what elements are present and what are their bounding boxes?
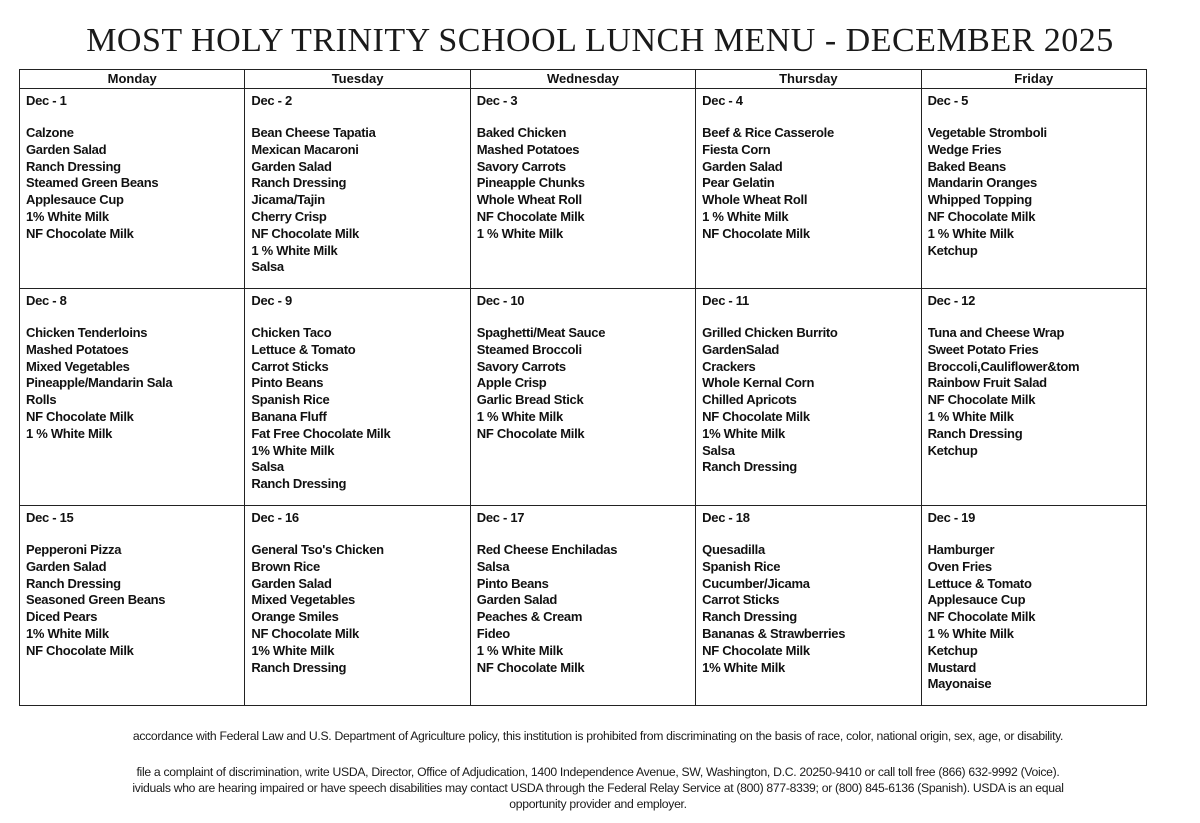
menu-item: 1% White Milk <box>702 425 785 441</box>
menu-item: GardenSalad <box>702 341 780 357</box>
menu-item: 1 % White Milk <box>476 225 563 241</box>
menu-item: Garden Salad <box>26 558 107 574</box>
menu-item: 1% White Milk <box>26 208 109 224</box>
menu-item: NF Chocolate Milk <box>927 609 1036 625</box>
day-date: Dec - 16 <box>251 510 299 525</box>
menu-item: Steamed Broccoli <box>476 341 582 357</box>
menu-item: Whole Wheat Roll <box>476 192 582 208</box>
menu-item: Mashed Potatoes <box>476 141 580 157</box>
day-header-friday: Friday <box>921 70 1146 89</box>
menu-item: Chicken Taco <box>251 325 332 340</box>
day-cell <box>20 506 245 706</box>
day-cell <box>470 89 695 289</box>
menu-item: Ranch Dressing <box>26 575 121 591</box>
day-header-row <box>20 70 1147 89</box>
day-cell <box>470 289 695 506</box>
menu-item: Garden Salad <box>251 575 332 591</box>
menu-item: 1 % White Milk <box>927 625 1014 641</box>
menu-item: Apple Crisp <box>476 375 547 391</box>
nondiscrimination-statement: accordance with Federal Law and U.S. Department of Agriculture policy, this institution is prohibited from discriminating on the basis of race, color, national origin, sex, age, or disability. <box>132 729 1064 743</box>
menu-item: 1 % White Milk <box>927 408 1014 424</box>
menu-item: Chicken Tenderloins <box>26 325 148 340</box>
menu-item: Wedge Fries <box>927 141 1002 157</box>
menu-item: Pear Gelatin <box>702 175 775 191</box>
menu-item: 1 % White Milk <box>476 642 563 658</box>
menu-item: Cherry Crisp <box>251 208 327 224</box>
day-header-wednesday: Wednesday <box>470 70 695 89</box>
menu-item: Mayonaise <box>927 676 992 692</box>
menu-item: Ranch Dressing <box>927 425 1023 441</box>
menu-item: Lettuce & Tomato <box>251 341 356 357</box>
menu-item: NF Chocolate Milk <box>251 225 359 241</box>
week-row <box>20 89 1147 289</box>
menu-item: Oven Fries <box>927 558 992 574</box>
day-cell <box>245 289 470 506</box>
day-cell <box>921 89 1146 289</box>
menu-item: Carrot Sticks <box>702 592 780 608</box>
complaint-line-1: file a complaint of discrimination, write USDA, Director, Office of Adjudication, 1400 Independence Avenue, SW, Washington, D.C. 20250-9410 or call toll free (866) 632-9992 (Voice). <box>136 765 1060 779</box>
week-row <box>20 506 1147 706</box>
menu-item: Applesauce Cup <box>927 592 1026 608</box>
menu-item: Sweet Potato Fries <box>927 341 1039 357</box>
menu-item: Pinto Beans <box>476 575 549 591</box>
day-date: Dec - 3 <box>476 93 518 108</box>
menu-item: NF Chocolate Milk <box>702 225 810 241</box>
menu-item: Ketchup <box>927 442 978 458</box>
day-date: Dec - 19 <box>927 510 976 525</box>
menu-item: 1 % White Milk <box>702 208 789 224</box>
menu-item: 1 % White Milk <box>476 408 563 424</box>
menu-item: Rolls <box>26 392 57 408</box>
menu-item: Mashed Potatoes <box>26 341 129 357</box>
menu-item: Bananas & Strawberries <box>702 625 846 641</box>
menu-item: Quesadilla <box>702 542 765 557</box>
menu-item: Spanish Rice <box>251 392 330 408</box>
menu-item: Ranch Dressing <box>251 175 347 191</box>
menu-item: Banana Fluff <box>251 408 327 424</box>
menu-item: Garden Salad <box>251 158 332 174</box>
menu-item: 1% White Milk <box>251 642 335 658</box>
menu-item: Pinto Beans <box>251 375 324 391</box>
menu-item: Bean Cheese Tapatia <box>251 125 376 140</box>
menu-item: Salsa <box>476 558 510 574</box>
week-row <box>20 289 1147 506</box>
menu-item: Salsa <box>251 459 284 475</box>
menu-item: Salsa <box>251 259 284 275</box>
day-date: Dec - 11 <box>702 293 749 308</box>
menu-item: Diced Pears <box>26 609 98 625</box>
day-header-monday: Monday <box>20 70 245 89</box>
menu-item: Crackers <box>702 358 756 374</box>
day-cell <box>20 289 245 506</box>
menu-item: Garden Salad <box>26 141 107 157</box>
menu-item: Steamed Green Beans <box>26 175 159 191</box>
menu-item: NF Chocolate Milk <box>476 425 585 441</box>
menu-item: Whole Wheat Roll <box>702 192 808 208</box>
day-header-thursday: Thursday <box>696 70 921 89</box>
menu-item: NF Chocolate Milk <box>702 642 810 658</box>
menu-item: NF Chocolate Milk <box>476 208 585 224</box>
day-date: Dec - 2 <box>251 93 292 108</box>
menu-item: Ranch Dressing <box>26 158 121 174</box>
menu-item: 1 % White Milk <box>251 242 338 258</box>
menu-item: Ketchup <box>927 242 978 258</box>
menu-item: Fideo <box>476 625 510 641</box>
day-date: Dec - 17 <box>476 510 525 525</box>
menu-item: Savory Carrots <box>476 158 566 174</box>
day-date: Dec - 8 <box>26 293 67 308</box>
day-cell <box>245 89 470 289</box>
day-cell <box>245 506 470 706</box>
menu-item: Ranch Dressing <box>251 476 347 492</box>
menu-item: Ranch Dressing <box>251 659 347 675</box>
menu-item: Lettuce & Tomato <box>927 575 1032 591</box>
menu-item: 1 % White Milk <box>26 425 113 441</box>
menu-item: NF Chocolate Milk <box>26 408 134 424</box>
menu-item: Applesauce Cup <box>26 192 124 208</box>
menu-item: Grilled Chicken Burrito <box>702 325 838 340</box>
menu-item: Spaghetti/Meat Sauce <box>476 325 606 340</box>
day-cell <box>470 506 695 706</box>
day-date: Dec - 5 <box>927 93 969 108</box>
menu-item: NF Chocolate Milk <box>927 392 1036 408</box>
day-header-tuesday: Tuesday <box>245 70 470 89</box>
menu-item: Savory Carrots <box>476 358 566 374</box>
day-cell <box>696 289 921 506</box>
complaint-line-3: opportunity provider and employer. <box>509 797 687 811</box>
menu-item: Fat Free Chocolate Milk <box>251 425 391 441</box>
menu-item: 1% White Milk <box>702 659 785 675</box>
menu-item: NF Chocolate Milk <box>476 659 585 675</box>
menu-item: NF Chocolate Milk <box>26 225 134 241</box>
day-date: Dec - 15 <box>26 510 74 525</box>
menu-item: Ranch Dressing <box>702 609 797 625</box>
menu-item: Salsa <box>702 442 735 458</box>
day-cell <box>20 89 245 289</box>
menu-item: Rainbow Fruit Salad <box>927 375 1047 391</box>
menu-item: NF Chocolate Milk <box>702 408 810 424</box>
menu-item: Ranch Dressing <box>702 459 797 475</box>
day-date: Dec - 4 <box>702 93 743 108</box>
menu-item: Garden Salad <box>476 592 557 608</box>
menu-item: Garden Salad <box>702 158 783 174</box>
menu-item: NF Chocolate Milk <box>26 642 134 658</box>
page-title: MOST HOLY TRINITY SCHOOL LUNCH MENU - DECEMBER 2025 <box>86 22 1114 59</box>
menu-item: Peaches & Cream <box>476 609 583 625</box>
menu-item: 1 % White Milk <box>927 225 1014 241</box>
menu-item: Tuna and Cheese Wrap <box>927 325 1065 340</box>
menu-item: Mixed Vegetables <box>26 358 130 374</box>
menu-item: Red Cheese Enchiladas <box>476 542 618 557</box>
menu-item: Carrot Sticks <box>251 358 329 374</box>
complaint-line-2: ividuals who are hearing impaired or have speech disabilities may contact USDA through the Federal Relay Service at (800) 877-8339; or (800) 845-6136 (Spanish). USDA is an equal <box>132 781 1064 795</box>
menu-item: 1% White Milk <box>26 625 109 641</box>
day-date: Dec - 10 <box>476 293 525 308</box>
day-cell <box>696 89 921 289</box>
menu-item: Broccoli,Cauliflower&tom <box>927 358 1080 374</box>
menu-item: Mexican Macaroni <box>251 141 359 157</box>
menu-item: 1% White Milk <box>251 442 335 458</box>
menu-item: Brown Rice <box>251 558 320 574</box>
day-date: Dec - 12 <box>927 293 976 308</box>
menu-item: Calzone <box>26 125 74 140</box>
menu-item: Ketchup <box>927 642 978 658</box>
day-cell <box>696 506 921 706</box>
menu-item: Hamburger <box>927 542 995 557</box>
menu-item: Mixed Vegetables <box>251 592 355 608</box>
menu-item: Pineapple/Mandarin Sala <box>26 375 173 391</box>
menu-item: Beef & Rice Casserole <box>702 125 834 140</box>
menu-item: Whipped Topping <box>927 192 1032 208</box>
menu-item: Orange Smiles <box>251 609 339 625</box>
menu-item: Fiesta Corn <box>702 141 771 157</box>
menu-item: NF Chocolate Milk <box>927 208 1036 224</box>
menu-item: Pepperoni Pizza <box>26 542 122 557</box>
day-cell <box>921 289 1146 506</box>
day-date: Dec - 1 <box>26 93 67 108</box>
menu-item: Jicama/Tajin <box>251 192 325 208</box>
menu-item: Pineapple Chunks <box>476 175 585 191</box>
day-date: Dec - 18 <box>702 510 750 525</box>
lunch-menu-table <box>19 69 1147 706</box>
menu-item: Seasoned Green Beans <box>26 592 166 608</box>
menu-item: Mandarin Oranges <box>927 175 1037 191</box>
complaint-notice <box>0 764 1200 812</box>
menu-item: Baked Chicken <box>476 125 567 140</box>
menu-item: Garlic Bread Stick <box>476 392 584 408</box>
menu-item: Whole Kernal Corn <box>702 375 815 391</box>
menu-item: Mustard <box>927 659 977 675</box>
menu-item: Baked Beans <box>927 158 1006 174</box>
menu-item: Vegetable Stromboli <box>927 125 1047 140</box>
menu-item: Cucumber/Jicama <box>702 575 810 591</box>
menu-item: Spanish Rice <box>702 558 781 574</box>
day-date: Dec - 9 <box>251 293 292 308</box>
menu-item: Chilled Apricots <box>702 392 797 408</box>
menu-item: General Tso's Chicken <box>251 542 384 557</box>
day-cell <box>921 506 1146 706</box>
menu-item: NF Chocolate Milk <box>251 625 359 641</box>
